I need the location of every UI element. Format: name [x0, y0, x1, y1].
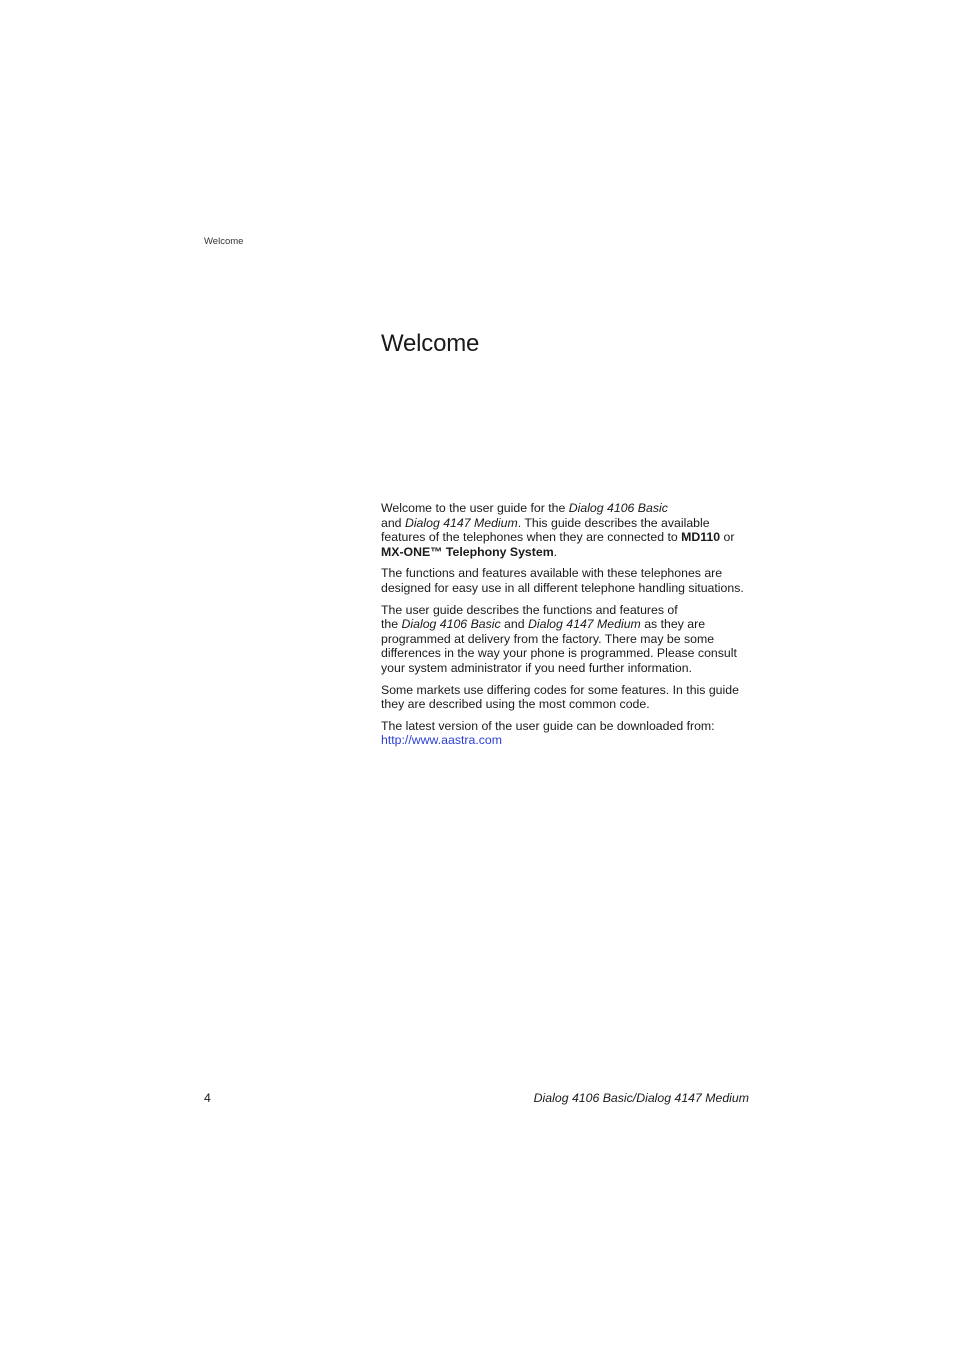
- functions-paragraph: The functions and features available with these telephones are designed for easy use in all different telephone handling situations.: [381, 566, 744, 595]
- programming-text-1: The user guide describes the functions and features of: [381, 602, 678, 617]
- system-md110: MD110: [681, 530, 721, 545]
- product-name-medium: Dialog 4147 Medium: [404, 515, 518, 530]
- system-mx-one: MX-ONE™ Telephony System: [381, 544, 554, 559]
- codes-paragraph: Some markets use differing codes for some features. In this guide they are described using the most common code.: [381, 682, 739, 712]
- running-header: Welcome: [204, 236, 244, 247]
- programming-text-4: as they are programmed at delivery from the factory. There may be some differences in the way your phone is programmed. Please consult your system administrator if you need further information.: [381, 617, 737, 675]
- intro-text-5: .: [553, 544, 558, 559]
- intro-text-1: Welcome to the user guide for the: [381, 501, 569, 515]
- footer-doc-title: Dialog 4106 Basic/Dialog 4147 Medium: [533, 1091, 749, 1105]
- download-paragraph: [381, 719, 753, 748]
- page-title: Welcome: [381, 330, 480, 357]
- aastra-link[interactable]: http://www.aastra.com: [381, 733, 502, 748]
- product-name-basic-2: Dialog 4106 Basic: [401, 617, 501, 632]
- programming-text-2: the: [381, 617, 402, 632]
- page-number: 4: [204, 1091, 211, 1105]
- product-name-medium-2: Dialog 4147 Medium: [528, 617, 641, 632]
- intro-paragraph: [381, 501, 753, 559]
- intro-text-3: . This guide describes the available features of the telephones when they are connected to: [381, 515, 710, 545]
- body-text: [381, 501, 753, 755]
- product-name-basic: Dialog 4106 Basic: [568, 501, 668, 515]
- programming-paragraph: [381, 603, 753, 676]
- programming-text-3: and: [500, 617, 528, 632]
- intro-text-4: or: [720, 530, 735, 545]
- intro-text-2: and: [381, 515, 405, 530]
- download-text: The latest version of the user guide can be downloaded from:: [381, 718, 715, 733]
